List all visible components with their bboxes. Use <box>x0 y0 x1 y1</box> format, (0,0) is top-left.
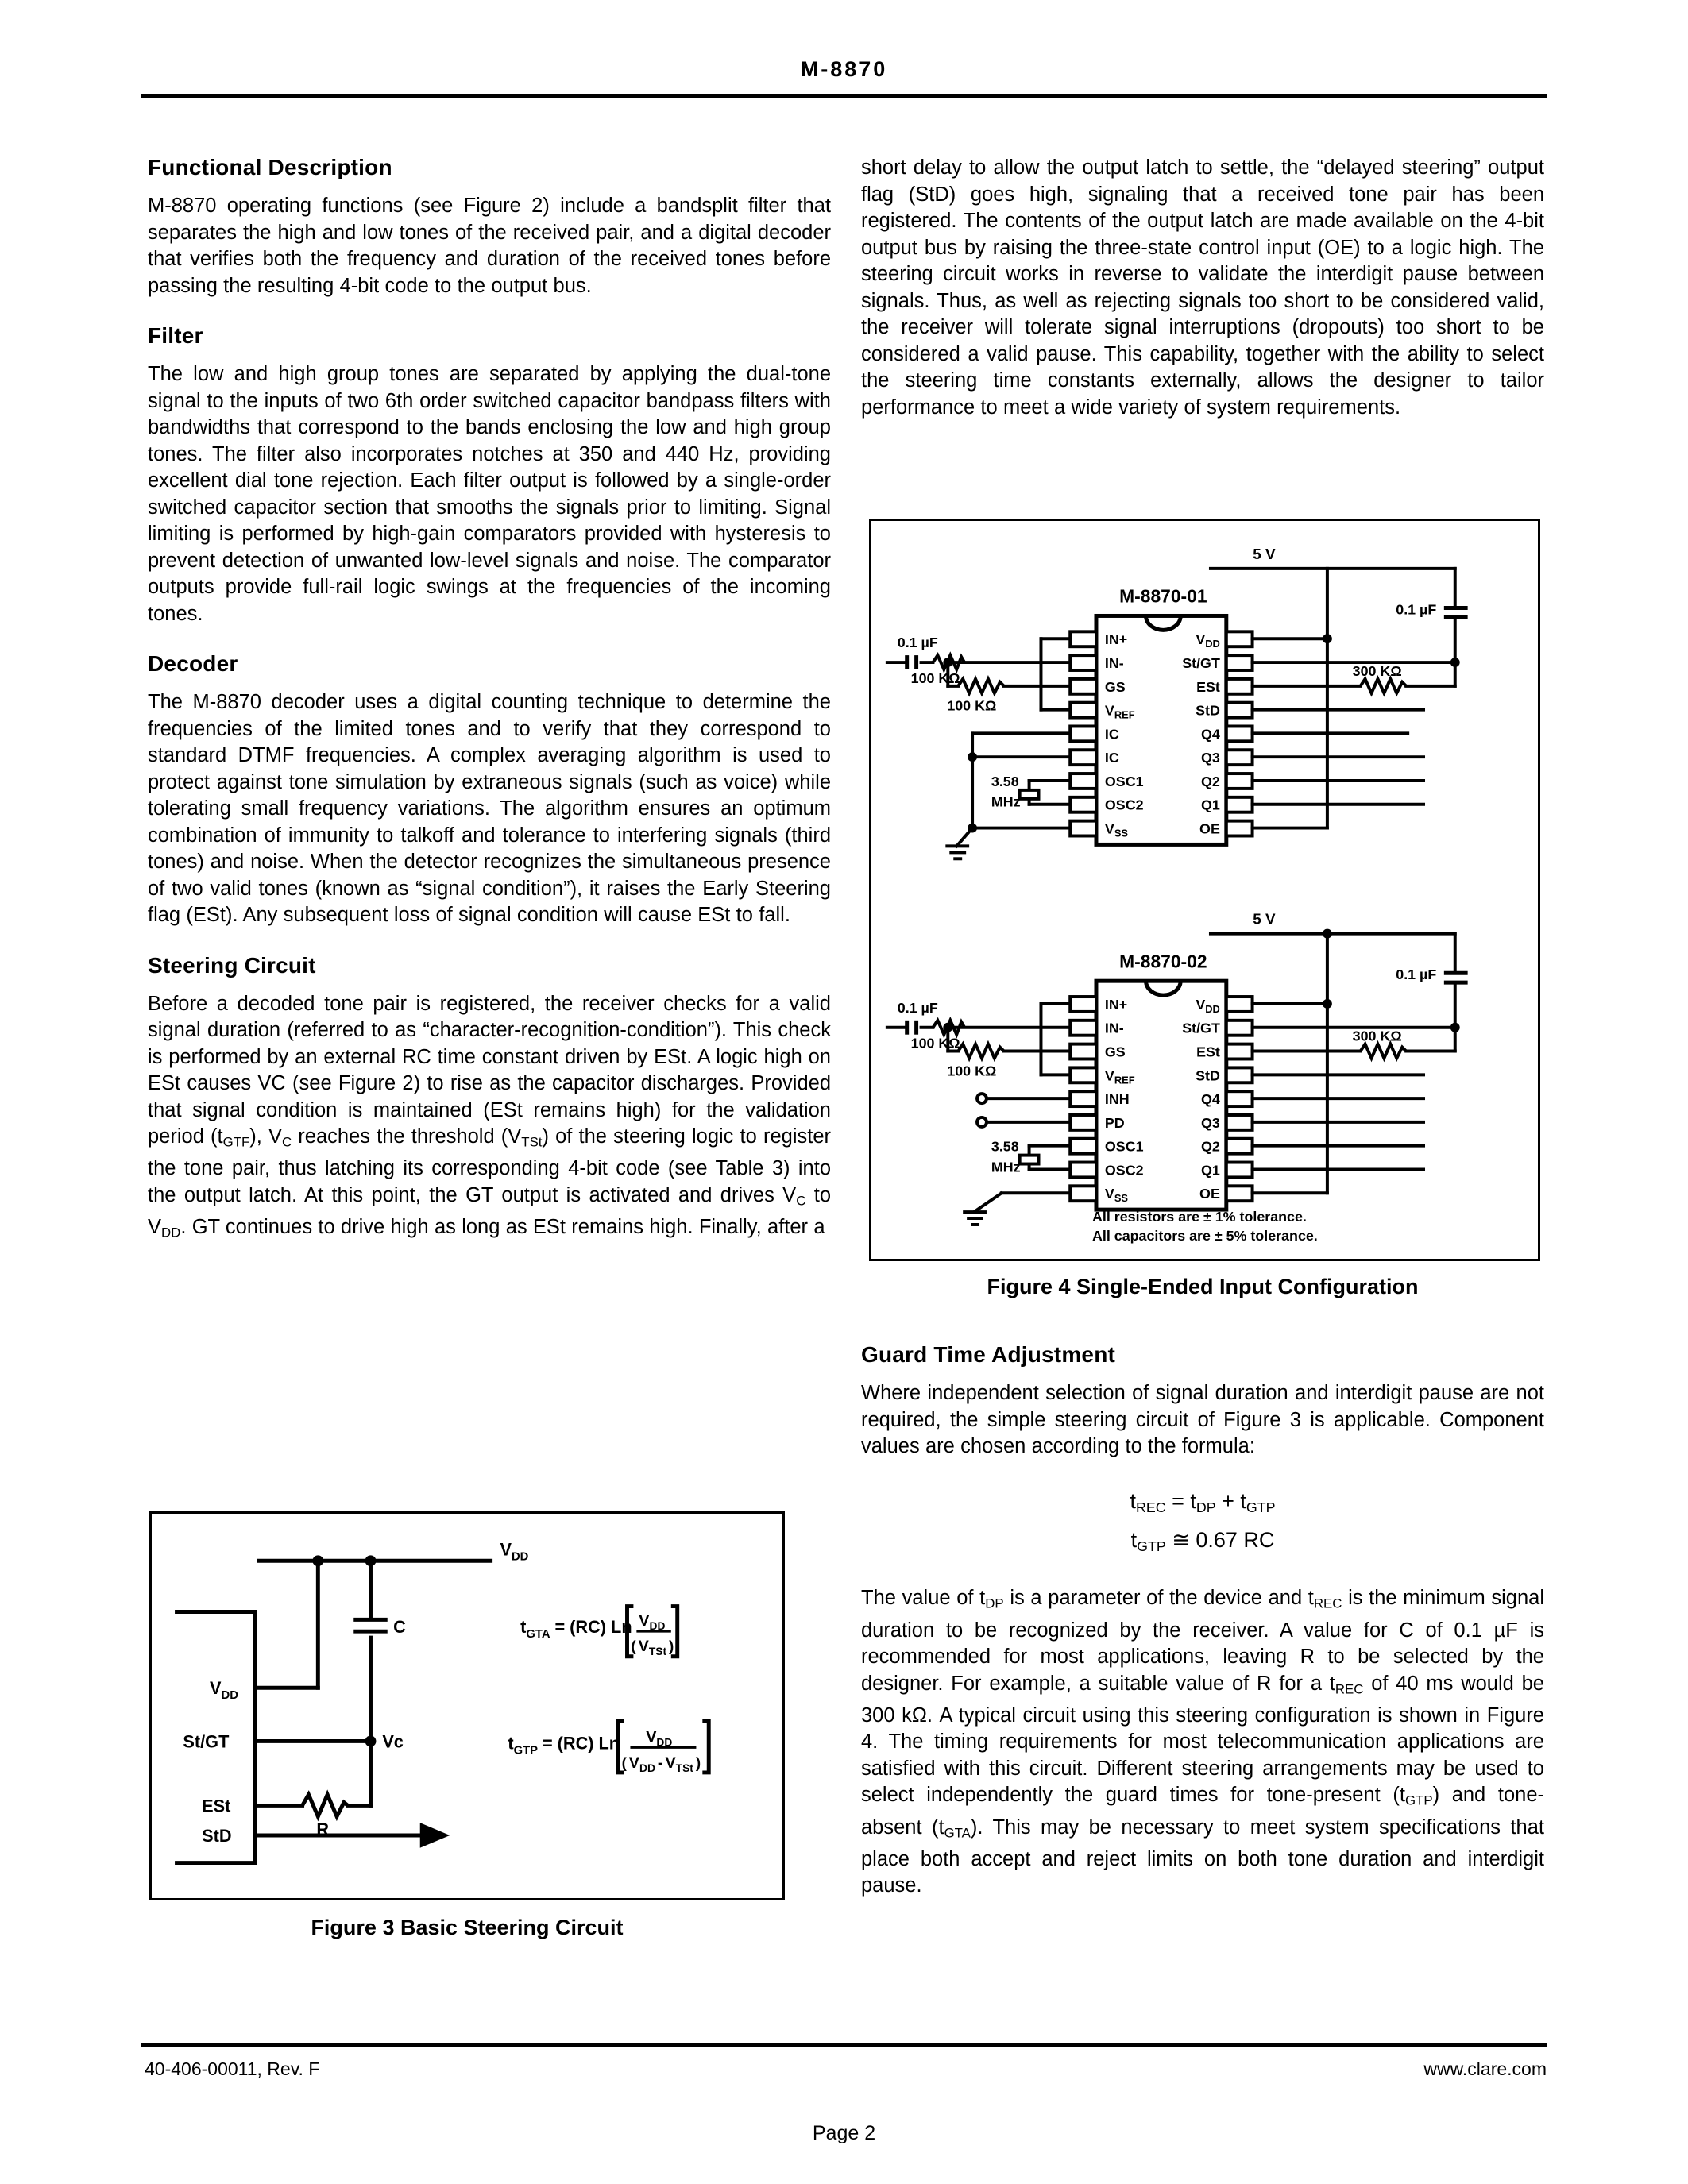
svg-text:IN-: IN- <box>1104 1020 1124 1036</box>
formula-tgtp-sub: GTP <box>1246 1499 1276 1515</box>
steering-text-4: ) of the steering logic to register the tone pair, thus latching its corresponding 4-bit code (see Table 3) into the output latch. At this point, the GT output is activated and drives V <box>148 1125 831 1206</box>
ic1-left-pin-labels <box>1105 631 1144 839</box>
svg-text:VREF: $V_{REF}$ <box>1104 1067 1135 1086</box>
svg-text:MHz: MHz <box>991 793 1021 810</box>
steering-sub-tst: TSt <box>521 1134 543 1150</box>
svg-text:VDD: $V_{DD}$ <box>1196 996 1220 1015</box>
svg-text:OSC2: OSC2 <box>1104 1162 1144 1179</box>
steering-text-6: . GT continues to drive high as long as ESt remains high. Finally, after a <box>180 1215 825 1238</box>
figure-3-box <box>149 1511 785 1900</box>
gt2-sub-rec1: REC <box>1313 1596 1342 1612</box>
label-pin-stgt: St/GT <box>183 1731 230 1752</box>
gt2-text-5: ) and tone-absent (t <box>861 1784 1544 1839</box>
steering-sub-dd: DD <box>161 1225 181 1241</box>
svg-text:StD: StD <box>1196 702 1220 719</box>
figure-4-schematic <box>871 521 1538 1259</box>
svg-text:VDD: $V_{DD}$ <box>646 1728 673 1749</box>
gt2-sub-gta: GTA <box>944 1825 971 1841</box>
heading-filter: Filter <box>148 323 203 348</box>
footer-website: www.clare.com <box>1423 2059 1547 2079</box>
paragraph-guard-time: Where independent selection of signal duration and interdigit pause are not required, the simple steering circuit of Figure 3 is applicable. Component values are chosen according to the formula: <box>861 1382 1544 1457</box>
svg-text:100 KΩ: 100 KΩ <box>910 1035 960 1051</box>
steering-text-2: ), V <box>249 1125 282 1148</box>
ic1-notch-icon <box>1146 615 1181 630</box>
ic1-right-value-labels <box>1353 601 1437 678</box>
footer-page-number: Page 2 <box>812 2122 876 2144</box>
ic2-right-value-labels <box>1353 967 1437 1044</box>
resistor-300k-ic2 <box>1361 1044 1407 1059</box>
figure-4-note-capacitors: All capacitors are ± 5% tolerance. <box>1092 1227 1318 1244</box>
svg-text:Q1: Q1 <box>1201 1162 1220 1179</box>
label-pin-std: StD <box>202 1825 232 1846</box>
svg-text:OE: OE <box>1199 1186 1220 1202</box>
guard-time-section <box>861 1342 1544 1924</box>
ic2-right-pin-labels <box>1182 997 1220 1202</box>
label-supply-5v-ic1: 5 V <box>1253 545 1276 562</box>
svg-text:ESt: ESt <box>1196 1044 1220 1060</box>
label-capacitor-c: C <box>393 1617 406 1638</box>
guard-time-formulas <box>861 1484 1544 1564</box>
formula-tgtp-sub2: GTP <box>1137 1538 1166 1555</box>
figure-4-note-resistors: All resistors are ± 1% tolerance. <box>1092 1209 1307 1225</box>
open-terminal-inh <box>977 1094 987 1103</box>
junction-dot <box>312 1555 323 1566</box>
svg-text:Q4: Q4 <box>1201 1091 1220 1108</box>
svg-text:StD: StD <box>1196 1067 1220 1084</box>
svg-text:IN+: IN+ <box>1104 631 1128 648</box>
formula-tdp-sub: DP <box>1196 1499 1216 1515</box>
junction-dot <box>365 1736 377 1747</box>
footer-document-id: 40-406-00011, Rev. F <box>145 2059 320 2079</box>
figure-3-schematic <box>152 1514 782 1898</box>
formula-trec-t: t <box>1130 1488 1136 1513</box>
gt2-sub-gtp: GTP <box>1404 1793 1433 1809</box>
gt2-text-1: The value of t <box>861 1587 986 1610</box>
formula-tgtp-rest: ≅ 0.67 RC <box>1165 1528 1275 1553</box>
gt2-text-3: is the minimum signal duration to be recognized by the receiver. A value for C of 0.1 µF is recommended for most applications, leaving R to be selected by the designer. For example, a suitable value of R for a t <box>861 1587 1544 1695</box>
svg-text:VDD: $V_{DD}$ <box>1196 631 1220 650</box>
svg-text:GS: GS <box>1104 1044 1126 1060</box>
svg-text:Q3: Q3 <box>1201 1114 1220 1131</box>
svg-text:Q1: Q1 <box>1201 797 1220 813</box>
svg-text:Q3: Q3 <box>1201 750 1220 766</box>
circuit-ic1 <box>887 546 1468 859</box>
svg-text:VSS: $V_{SS}$ <box>1104 1186 1129 1205</box>
svg-text:300 KΩ: 300 KΩ <box>1352 662 1402 679</box>
svg-text:3.58: 3.58 <box>991 1138 1019 1155</box>
resistor-r-symbol <box>303 1795 348 1817</box>
left-column <box>148 155 831 1270</box>
ic2-notch-icon <box>1146 981 1181 995</box>
svg-text:IC: IC <box>1104 750 1119 766</box>
paragraph-steering-continuation: short delay to allow the output latch to settle, the “delayed steering” output flag (StD) goes high, signaling that a received tone pair has been registered. The contents of the output latch are made available on the 4-bit output bus by raising the three-state control input (OE) to a logic high. The steering circuit works in reverse to validate the interdigit pause between signals. Thus, as well as rejecting signals too short to be considered valid, the receiver will tolerate signal interruptions (dropouts) too short to be considered a valid pause. This capability, together with the ability to select the steering time constants externally, allows the designer to tailor performance to meet a wide variety of system requirements. <box>861 156 1544 419</box>
formula-trec <box>861 1484 1544 1524</box>
svg-text:OE: OE <box>1199 820 1220 837</box>
label-pin-vdd: $V_{DD}$ <box>210 1678 238 1703</box>
heading-steering-circuit: Steering Circuit <box>148 952 316 978</box>
resistor-300k-ic1 <box>1361 679 1407 693</box>
crystal-symbol-ic2 <box>1020 1156 1039 1164</box>
label-part-m8870-02: M-8870-02 <box>1119 951 1207 972</box>
steering-sub-c1: C <box>282 1134 292 1150</box>
gt2-sub-dp: DP <box>985 1596 1004 1612</box>
svg-text:INH: INH <box>1104 1091 1130 1108</box>
svg-text:100 KΩ: 100 KΩ <box>947 1063 997 1079</box>
svg-text:OSC1: OSC1 <box>1104 1138 1144 1155</box>
steering-text-1: Before a decoded tone pair is registered, the receiver checks for a valid signal duration (referred to as “character-recognition-condition”). This check is performed by an external RC time constant driven by ESt. A logic high on ESt causes VC (see Figure 2) to rise as the capacitor discharges. Provided that signal condition is maintained (ESt remains high) for the validation period (t <box>148 992 831 1148</box>
svg-text:VDD: $V_{DD}$ <box>639 1612 666 1633</box>
label-part-m8870-01: M-8870-01 <box>1119 585 1207 607</box>
svg-text:100 KΩ: 100 KΩ <box>947 697 997 714</box>
steering-text-5: to V <box>148 1183 831 1238</box>
heading-guard-time-adjustment: Guard Time Adjustment <box>861 1342 1116 1367</box>
gt2-sub-rec2: REC <box>1335 1681 1364 1697</box>
gt2-text-2: is a parameter of the device and t <box>1003 1587 1314 1610</box>
ic1-right-pin-labels <box>1182 631 1220 836</box>
resistor-100k-feedback-ic1 <box>958 679 1004 693</box>
figure-4-box <box>869 519 1540 1261</box>
svg-text:St/GT: St/GT <box>1182 1020 1220 1036</box>
ic2-left-pin-labels <box>1105 997 1144 1204</box>
svg-text:OSC2: OSC2 <box>1104 797 1144 813</box>
svg-text:IN-: IN- <box>1104 654 1124 671</box>
figure-4-caption: Figure 4 Single-Ended Input Configuration <box>987 1275 1419 1298</box>
open-terminal-pd <box>977 1117 987 1127</box>
page-header-title: M-8870 <box>800 57 888 81</box>
footer-divider <box>141 2043 1547 2047</box>
formula-trec-sub: REC <box>1135 1499 1166 1515</box>
steering-text-3: reaches the threshold (V <box>292 1125 522 1148</box>
figure-3-caption: Figure 3 Basic Steering Circuit <box>311 1916 624 1939</box>
svg-text:OSC1: OSC1 <box>1104 773 1144 789</box>
svg-text:100 KΩ: 100 KΩ <box>910 669 960 686</box>
svg-text:tGTA= (RC) Ln: $t_{GTA} = (RC)$ Ln <box>520 1617 632 1642</box>
label-resistor-r: R <box>316 1819 330 1839</box>
gt2-text-6: ). This may be necessary to meet system specifications that place both accept and reject limits on both tone duration and interdigit pause. <box>861 1815 1544 1897</box>
steering-sub-gtf: GTF <box>222 1134 250 1150</box>
label-pin-est: ESt <box>202 1796 231 1816</box>
label-node-vc: Vc <box>382 1731 404 1752</box>
svg-text:GS: GS <box>1104 678 1126 695</box>
right-column <box>861 155 1544 445</box>
svg-text:0.1 µF: 0.1 µF <box>897 635 938 651</box>
svg-text:tGTP= (RC) Ln: $t_{GTP} = (RC)$ Ln <box>508 1733 620 1758</box>
svg-text:Q2: Q2 <box>1201 1138 1220 1155</box>
formula-trec-eq: = t <box>1165 1488 1196 1513</box>
svg-text:VSS: $V_{SS}$ <box>1104 820 1129 839</box>
svg-text:(VTSt): ( $V_{TSt}$ ) <box>631 1637 674 1657</box>
formula-tgtp <box>508 1721 709 1774</box>
formula-plus: + t <box>1215 1488 1246 1513</box>
svg-text:IN+: IN+ <box>1104 996 1128 1013</box>
heading-decoder: Decoder <box>148 651 238 676</box>
heading-functional-description: Functional Description <box>148 155 392 179</box>
paragraph-steering-circuit <box>148 991 831 1247</box>
paragraph-guard-time-2 <box>861 1585 1544 1899</box>
formula-tgtp-rc <box>861 1523 1544 1563</box>
svg-text:3.58: 3.58 <box>991 773 1019 789</box>
steering-sub-c2: C <box>796 1193 806 1209</box>
svg-text:St/GT: St/GT <box>1182 654 1220 671</box>
svg-text:IC: IC <box>1104 726 1119 743</box>
label-vdd-rail: $V_{DD}$ <box>500 1539 529 1564</box>
svg-text:Q2: Q2 <box>1201 773 1220 789</box>
label-supply-5v-ic2: 5 V <box>1253 910 1276 928</box>
svg-text:PD: PD <box>1104 1114 1125 1131</box>
svg-text:VREF: $V_{REF}$ <box>1104 702 1135 721</box>
header-divider <box>141 94 1547 98</box>
arrowhead-icon <box>420 1823 450 1848</box>
formula-tgtp-t: t <box>1130 1528 1138 1553</box>
gt2-text-4: of 40 ms would be 300 kΩ. A typical circuit using this steering configuration is shown in Figure 4. The timing requirements for most telecommunication applications are satisfied with this circuit. Different steering arrangements may be used to select independently the guard times for tone-present (t <box>861 1672 1544 1807</box>
junction-dot <box>365 1555 377 1566</box>
paragraph-functional-description: M-8870 operating functions (see Figure 2) include a bandsplit filter that separates the high and low tones of the received pair, and a digital decoder that verifies both the frequency and duration of the received tones before passing the resulting 4-bit code to the output bus. <box>148 195 831 297</box>
paragraph-decoder: The M-8870 decoder uses a digital counting technique to determine the frequencies of the limited tones and to verify that they correspond to standard DTMF frequencies. A complex averaging algorithm is used to protect against tone simulation by extraneous signals (such as voice) while tolerating small frequency variations. The algorithm ensures an optimum combination of immunity to talkoff and tolerance to interfering signals (third tones) and noise. When the detector recognizes the simultaneous presence of two valid tones (known as “signal condition”), it raises the Early Steering flag (ESt). Any subsequent loss of signal condition will cause ESt to fall. <box>148 691 831 926</box>
svg-text:0.1 µF: 0.1 µF <box>897 999 938 1016</box>
svg-text:(VDD-VTSt): ( $V_{DD} - V_{TSt}$ ) <box>621 1754 701 1774</box>
svg-text:ESt: ESt <box>1196 678 1220 695</box>
resistor-100k-feedback-ic2 <box>958 1044 1004 1059</box>
paragraph-filter: The low and high group tones are separated by applying the dual-tone signal to the inputs of two 6th order switched capacitor bandpass filters with bandwidths that correspond to the bands enclosing the low and high group tones. The filter also incorporates notches at 350 and 440 Hz, providing excellent dial tone rejection. Each filter output is followed by a single-order switched capacitor section that smooths the signals prior to limiting. Signal limiting is performed by high-gain comparators provided with hysteresis to prevent detection of unwanted low-level signals and noise. The comparator outputs provide full-rail logic swings at the frequencies of the incoming tones. <box>148 363 831 625</box>
circuit-ic2 <box>887 911 1468 1225</box>
svg-text:0.1 µF: 0.1 µF <box>1396 967 1437 983</box>
formula-tgta <box>520 1607 678 1657</box>
crystal-symbol-ic1 <box>1020 790 1039 799</box>
svg-text:Q4: Q4 <box>1201 726 1220 743</box>
svg-text:0.1 µF: 0.1 µF <box>1396 601 1437 618</box>
svg-text:MHz: MHz <box>991 1159 1021 1175</box>
svg-text:300 KΩ: 300 KΩ <box>1352 1028 1402 1044</box>
